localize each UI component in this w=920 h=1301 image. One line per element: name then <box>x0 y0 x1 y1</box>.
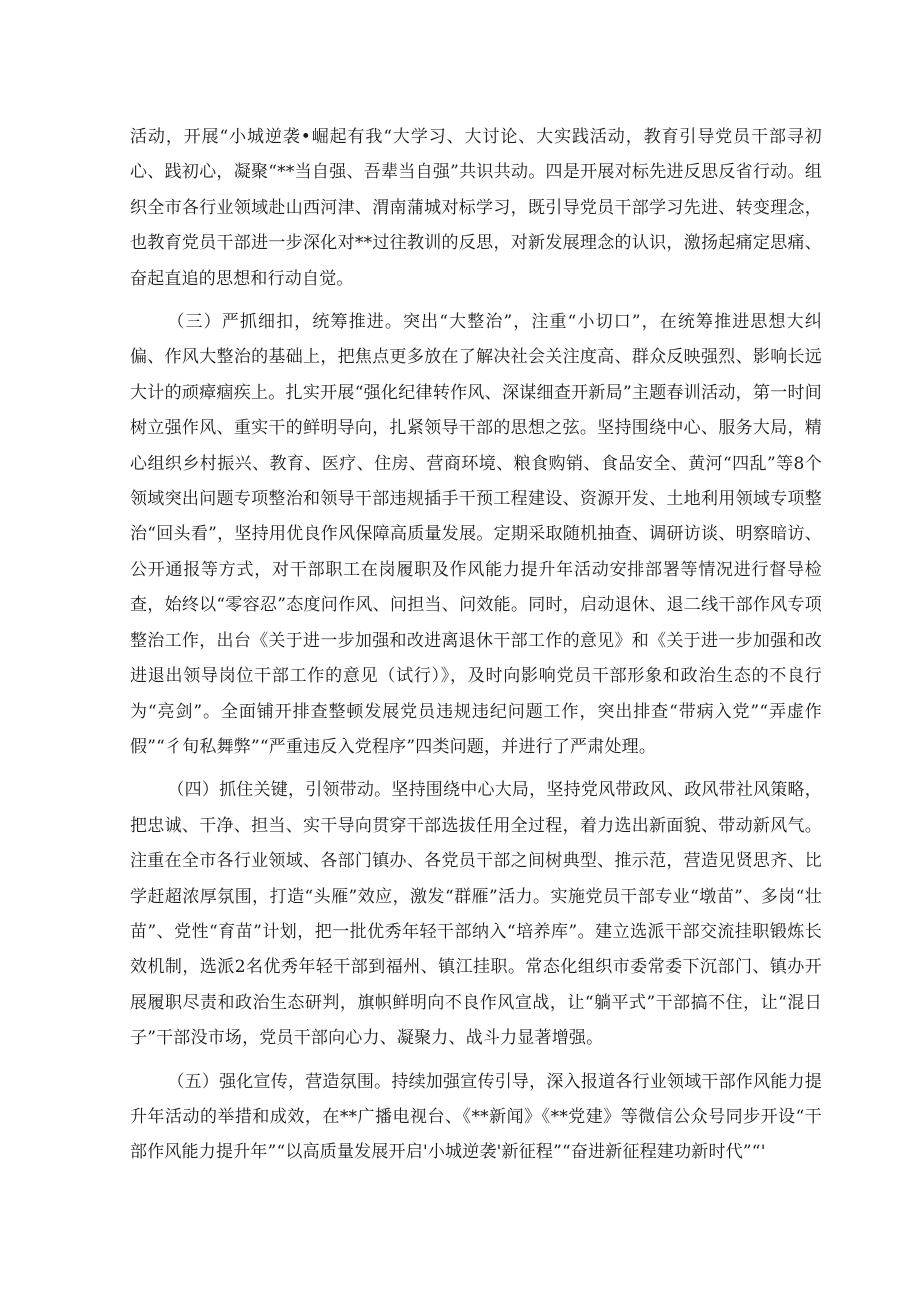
document-body <box>130 120 822 1171</box>
paragraph-section-four: （四）抓住关键，引领带动。坚持围绕中心大局，坚持党风带政风、政风带社风策略，把忠诚、干净、担当、实干导向贯穿干部选拔任用全过程，着力选出新面貌、带动新风气。注重在全市各行业领域、各部门镇办、各党员干部之间树典型、推示范，营造见贤思齐、比学赶超浓厚氛围，打造“头雁”效应，激发“群雁”活力。实施党员干部专业“墩苗”、多岗“壮苗”、党性“育苗”计划，把一批优秀年轻干部纳入“培养库”。建立选派干部交流挂职锻炼长效机制，选派2名优秀年轻干部到福州、镇江挂职。常态化组织市委常委下沉部门、镇办开展履职尽责和政治生态研判，旗帜鲜明向不良作风宣战，让“躺平式”干部搞不住，让“混日子”干部没市场，党员干部向心力、凝聚力、战斗力显著增强。 <box>130 780 822 1049</box>
paragraph-section-five: （五）强化宣传，营造氛围。持续加强宣传引导，深入报道各行业领域干部作风能力提升年活动的举措和成效，在**广播电视台、《**新闻》《**党建》等微信公众号同步开设“干部作风能力提升年”“以高质量发展开启'小城逆袭'新征程”“奋进新征程建功新时代”“' <box>130 1071 822 1163</box>
paragraph-section-three: （三）严抓细扣，统筹推进。突出“大整治”，注重“小切口”，在统筹推进思想大纠偏、作风大整治的基础上，把焦点更多放在了解决社会关注度高、群众反映强烈、影响长远大计的顽瘴痼疾上。扎实开展“强化纪律转作风、深谋细查开新局”主题春训活动，第一时间树立强作风、重实干的鲜明导向，扎紧领导干部的思想之弦。坚持围绕中心、服务大局，精心组织乡村振兴、教育、医疗、住房、营商环境、粮食购销、食品安全、黄河“四乱”等8个领域突出问题专项整治和领导干部违规插手干预工程建设、资源开发、土地利用领域专项整治“回头看”，坚持用优良作风保障高质量发展。定期采取随机抽查、调研访谈、明察暗访、公开通报等方式，对干部职工在岗履职及作风能力提升年活动安排部署等情况进行督导检查，始终以“零容忍”态度问作风、问担当、问效能。同时，启动退休、退二线干部作风专项整治工作，出台《关于进一步加强和改进离退休干部工作的意见》和《关于进一步加强和改进退出领导岗位干部工作的意见（试行）》，及时向影响党员干部形象和政治生态的不良行为“亮剑”。全面铺开排查整顿发展党员违规违纪问题工作，突出排查“带病入党”“弄虚作假”“彳旬私舞弊”“严重违反入党程序”四类问题，并进行了严肃处理。 <box>130 312 822 757</box>
paragraph-activity-continuation: 活动，开展“小城逆袭•崛起有我“大学习、大讨论、大实践活动，教育引导党员干部寻初心、践初心，凝聚“**当自强、吾辈当自强”共识共动。四是开展对标先进反思反省行动。组织全市各行业领域赴山西河津、渭南蒲城对标学习，既引导党员干部学习先进、转变理念，也教育党员干部进一步深化对**过往教训的反思，对新发展理念的认识，激扬起痛定思痛、奋起直追的思想和行动自觉。 <box>130 127 822 289</box>
